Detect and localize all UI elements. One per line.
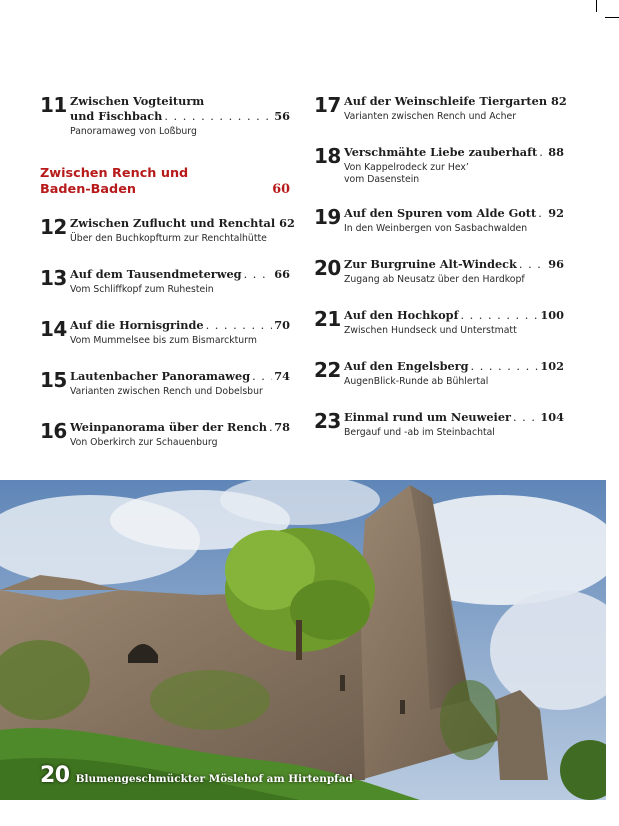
entry-page: 88 xyxy=(548,145,564,159)
entry-page: 66 xyxy=(274,267,290,281)
leader-dots xyxy=(539,145,546,160)
entry-page: 56 xyxy=(274,109,290,123)
toc-entry[interactable] xyxy=(40,369,290,398)
entry-title-cont: und Fischbach xyxy=(70,109,163,123)
caption-text: Blumengeschmückter Möslehof am Hirtenpfad xyxy=(75,773,353,785)
toc-column-left xyxy=(40,94,290,138)
photo-caption xyxy=(40,763,353,788)
toc-entry[interactable] xyxy=(40,420,290,449)
entry-subtitle: Vom Schliffkopf zum Ruhestein xyxy=(70,284,214,295)
toc-entry[interactable] xyxy=(40,267,290,296)
entry-subtitle-cont: vom Dasenstein xyxy=(344,174,420,185)
entry-subtitle: Vom Mummelsee bis zum Bismarckturm xyxy=(70,335,257,346)
entry-page: 102 xyxy=(540,359,564,373)
entry-page: 92 xyxy=(548,206,564,220)
entry-title: Auf den Hochkopf xyxy=(344,308,459,322)
entry-title: Weinpanorama über der Rench xyxy=(70,420,267,434)
entry-title: Lautenbacher Panoramaweg xyxy=(70,369,251,383)
entry-number: 14 xyxy=(40,317,67,341)
entry-number: 22 xyxy=(314,358,341,382)
leader-dots xyxy=(164,109,272,124)
entry-title: Auf den Spuren vom Alde Gott xyxy=(344,206,537,220)
crop-mark-horizontal xyxy=(605,17,619,18)
section-heading[interactable] xyxy=(40,166,290,198)
entry-title: Verschmähte Liebe zauberhaft xyxy=(344,145,538,159)
entry-page: 70 xyxy=(274,318,290,332)
entry-number: 18 xyxy=(314,144,341,168)
entry-page: 82 xyxy=(551,94,567,108)
leader-dots xyxy=(513,410,538,425)
toc-entry[interactable] xyxy=(314,359,564,388)
toc-entry[interactable] xyxy=(314,93,567,123)
entry-subtitle: AugenBlick-Runde ab Bühlertal xyxy=(344,376,489,387)
entry-title: Auf der Weinschleife Tiergarten xyxy=(344,94,548,108)
toc-entry[interactable] xyxy=(40,94,290,138)
leader-dots xyxy=(244,267,273,282)
section-page: 60 xyxy=(272,182,290,197)
toc-entry[interactable] xyxy=(314,145,564,186)
leader-dots xyxy=(519,257,546,272)
entry-subtitle: Zugang ab Neusatz über den Hardkopf xyxy=(344,274,525,285)
entry-subtitle: Von Kappelrodeck zur Hex’ xyxy=(344,162,469,173)
leader-dots xyxy=(252,369,272,384)
castle-ruin-illustration xyxy=(0,480,606,800)
entry-title: Auf die Hornisgrinde xyxy=(70,318,204,332)
entry-number: 21 xyxy=(314,307,341,331)
section-title-line2: Baden-Baden xyxy=(40,182,136,197)
leader-dots xyxy=(538,206,546,221)
entry-subtitle: Bergauf und -ab im Steinbachtal xyxy=(344,427,495,438)
toc-entry[interactable] xyxy=(314,308,564,337)
entry-page: 104 xyxy=(540,410,564,424)
toc-column-right xyxy=(314,93,567,439)
toc-entry[interactable] xyxy=(314,410,564,439)
toc-column-left-lower xyxy=(40,215,295,449)
entry-subtitle: Von Oberkirch zur Schauenburg xyxy=(70,437,218,448)
entry-title: Auf den Engelsberg xyxy=(344,359,469,373)
entry-number: 19 xyxy=(314,205,341,229)
entry-page: 96 xyxy=(548,257,564,271)
caption-number: 20 xyxy=(40,763,70,788)
entry-title: Zur Burgruine Alt-Windeck xyxy=(344,257,517,271)
entry-page: 74 xyxy=(274,369,290,383)
entry-number: 13 xyxy=(40,266,67,290)
toc-entry[interactable] xyxy=(40,215,295,245)
entry-page: 62 xyxy=(279,216,295,230)
entry-number: 23 xyxy=(314,409,341,433)
entry-subtitle: Varianten zwischen Rench und Dobelsbur xyxy=(70,386,263,397)
entry-page: 78 xyxy=(274,420,290,434)
entry-title: Einmal rund um Neuweier xyxy=(344,410,511,424)
entry-title: Zwischen Vogteiturm xyxy=(70,94,205,108)
leader-dots xyxy=(471,359,539,374)
entry-title: Auf dem Tausendmeterweg xyxy=(70,267,242,281)
entry-page: 100 xyxy=(540,308,564,322)
toc-entry[interactable] xyxy=(40,318,290,347)
entry-number: 17 xyxy=(314,93,341,117)
entry-subtitle: Panoramaweg von Loßburg xyxy=(70,126,197,137)
entry-subtitle: Zwischen Hundseck und Unterstmatt xyxy=(344,325,517,336)
entry-subtitle: Varianten zwischen Rench und Acher xyxy=(344,111,517,122)
leader-dots xyxy=(269,420,272,435)
castle-ruin-photo xyxy=(0,480,606,800)
section-title-line1: Zwischen Rench und xyxy=(40,166,189,181)
entry-number: 12 xyxy=(40,215,67,239)
crop-mark-vertical xyxy=(596,0,597,12)
entry-subtitle: Über den Buchkopfturm zur Renchtalhütte xyxy=(70,233,267,244)
leader-dots xyxy=(206,318,273,333)
toc-entry[interactable] xyxy=(314,257,564,286)
leader-dots xyxy=(460,308,538,323)
toc-entry[interactable] xyxy=(314,206,564,235)
entry-number: 11 xyxy=(40,93,67,117)
entry-number: 15 xyxy=(40,368,67,392)
entry-subtitle: In den Weinbergen von Sasbachwalden xyxy=(344,223,528,234)
entry-number: 16 xyxy=(40,419,67,443)
entry-number: 20 xyxy=(314,256,341,280)
entry-title: Zwischen Zuflucht und Renchtal xyxy=(70,216,276,230)
